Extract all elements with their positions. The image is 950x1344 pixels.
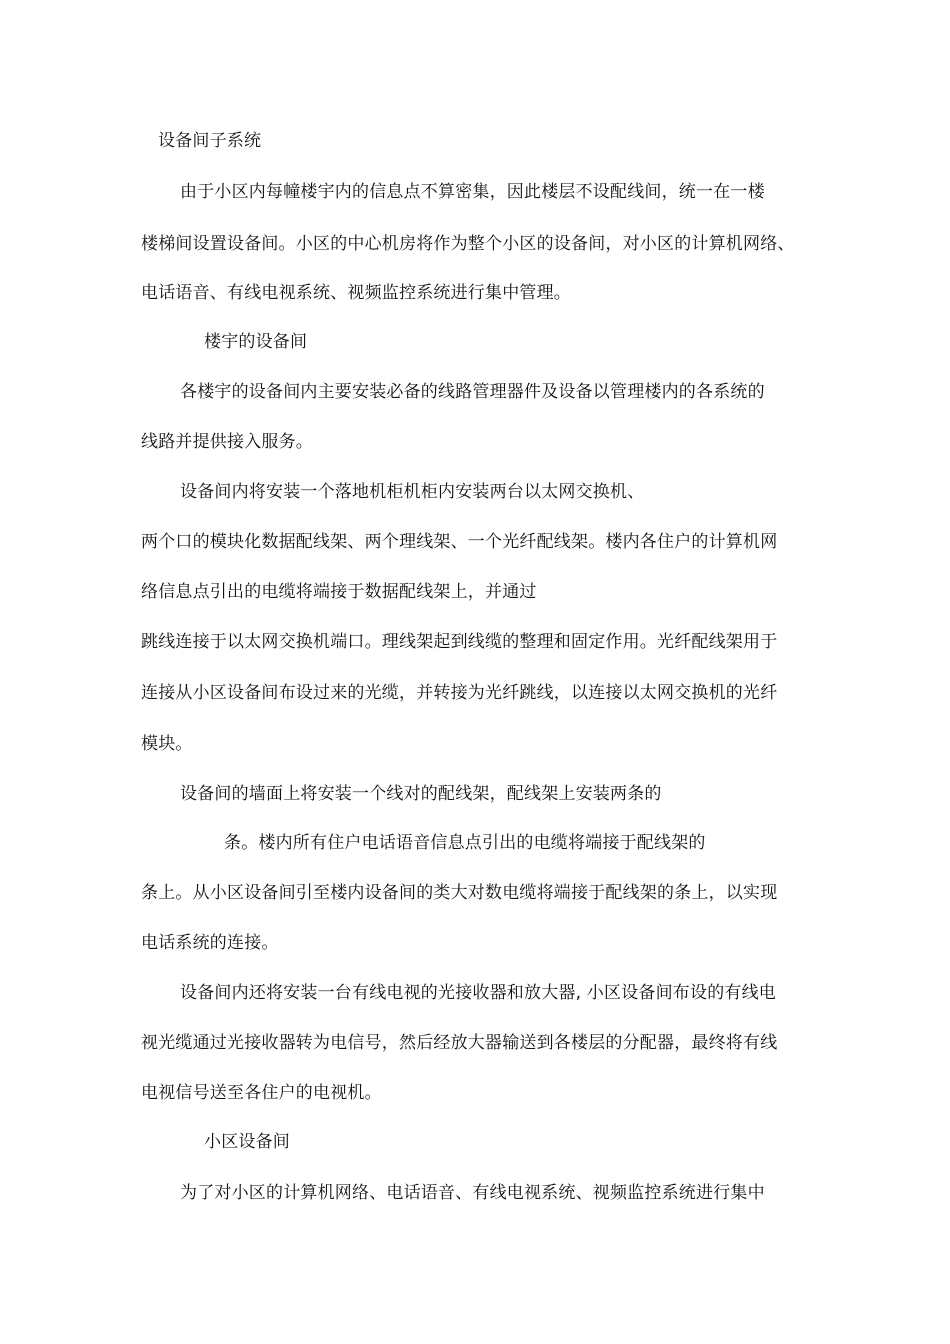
paragraph-line: 电话系统的连接。	[141, 933, 279, 953]
paragraph-line: 跳线连接于以太网交换机端口。理线架起到线缆的整理和固定作用。光纤配线架用于	[141, 632, 778, 652]
paragraph-line: 络信息点引出的电缆将端接于数据配线架上，并通过	[141, 582, 537, 602]
paragraph-line: 两个口的模块化数据配线架、两个理线架、一个光纤配线架。楼内各住户的计算机网	[141, 532, 778, 552]
subsection-heading: 楼宇的设备间	[204, 332, 308, 352]
paragraph-line: 各楼宇的设备间内主要安装必备的线路管理器件及设备以管理楼内的各系统的	[180, 382, 765, 402]
section-heading: 设备间子系统	[158, 131, 262, 151]
paragraph-line: 由于小区内每幢楼宇内的信息点不算密集，因此楼层不设配线间，统一在一楼	[180, 182, 765, 202]
paragraph-line: 设备间的墙面上将安装一个线对的配线架，配线架上安装两条的	[180, 784, 662, 804]
paragraph-line: 设备间内将安装一个落地机柜机柜内安装两台以太网交换机、	[180, 482, 645, 502]
paragraph-line: 为了对小区的计算机网络、电话语音、有线电视系统、视频监控系统进行集中	[180, 1183, 765, 1203]
paragraph-line: 电话语音、有线电视系统、视频监控系统进行集中管理。	[141, 283, 571, 303]
paragraph-line: 连接从小区设备间布设过来的光缆，并转接为光纤跳线，以连接以太网交换机的光纤	[141, 683, 778, 703]
paragraph-line: 电视信号送至各住户的电视机。	[141, 1083, 382, 1103]
paragraph-line: 条。楼内所有住户电话语音信息点引出的电缆将端接于配线架的	[224, 833, 706, 853]
paragraph-line: 视光缆通过光接收器转为电信号，然后经放大器输送到各楼层的分配器，最终将有线	[141, 1033, 778, 1053]
paragraph-line: 线路并提供接入服务。	[141, 432, 313, 452]
subsection-heading: 小区设备间	[204, 1132, 290, 1152]
paragraph-line: 设备间内还将安装一台有线电视的光接收器和放大器, 小区设备间布设的有线电	[180, 983, 777, 1003]
paragraph-line: 模块。	[141, 734, 193, 754]
paragraph-line: 条上。从小区设备间引至楼内设备间的类大对数电缆将端接于配线架的条上，以实现	[141, 883, 778, 903]
paragraph-line: 楼梯间设置设备间。小区的中心机房将作为整个小区的设备间，对小区的计算机网络、	[141, 234, 795, 254]
